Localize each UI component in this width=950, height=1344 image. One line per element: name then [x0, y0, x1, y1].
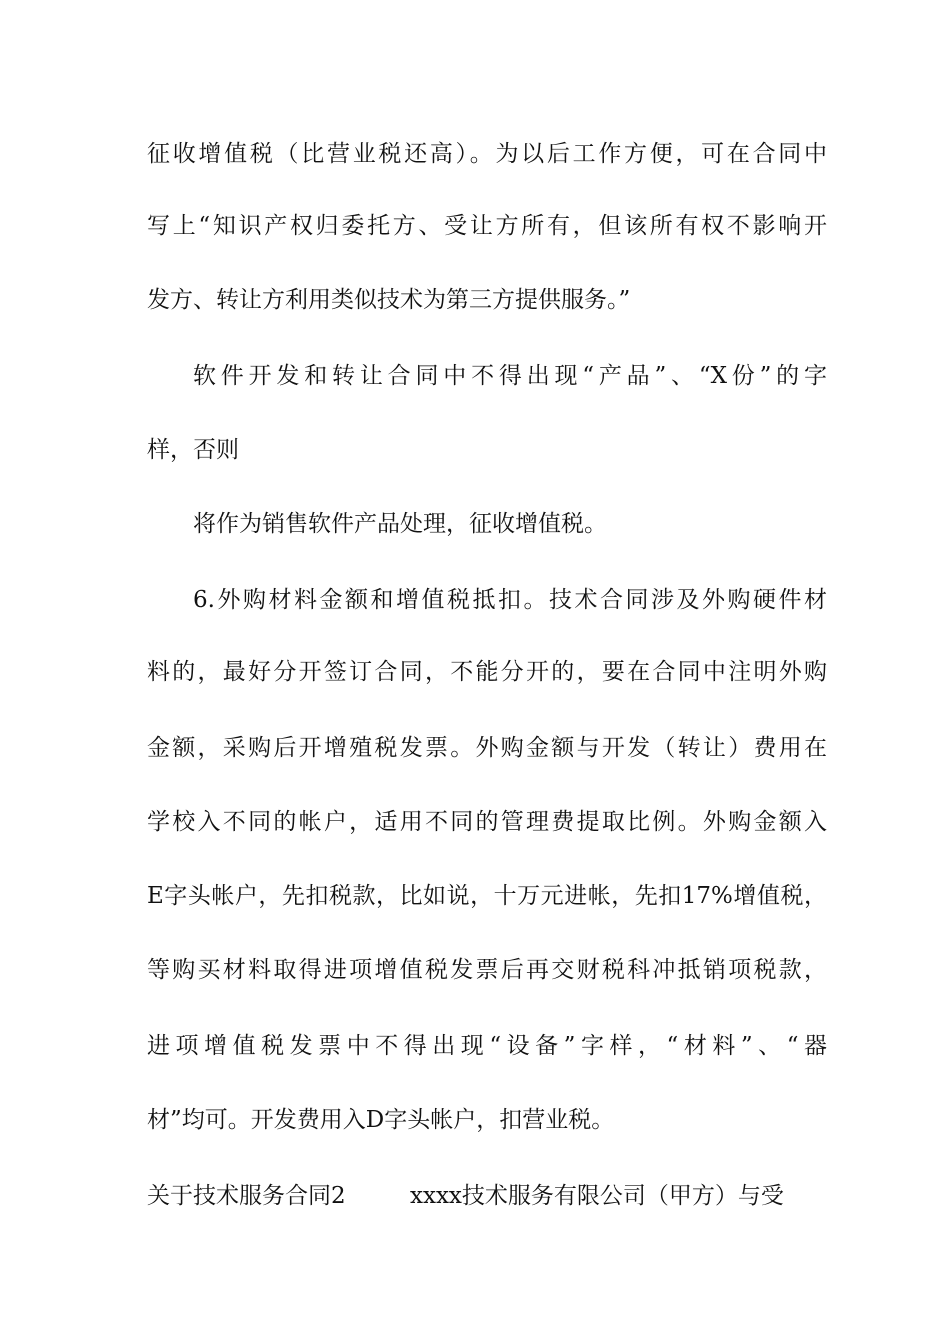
paragraph-line-7: 6.外购材料金额和增值税抵扣。技术合同涉及外购硬件材: [193, 587, 827, 613]
section-heading-line: [147, 1180, 827, 1212]
paragraph-line-12: 等购买材料取得进项增值税发票后再交财税科冲抵销项税款，: [147, 957, 827, 983]
section-heading-continuation: xxxx技术服务有限公司（甲方）与受: [410, 1183, 784, 1209]
paragraph-line-8: 料的，最好分开签订合同，不能分开的，要在合同中注明外购: [147, 659, 827, 685]
paragraph-line-6: 将作为销售软件产品处理，征收增值税。: [193, 511, 607, 537]
paragraph-line-3: 发方、转让方利用类似技术为第三方提供服务。”: [147, 287, 631, 313]
paragraph-line-10: 学校入不同的帐户，适用不同的管理费提取比例。外购金额入: [147, 809, 827, 835]
paragraph-line-2: 写上“知识产权归委托方、受让方所有，但该所有权不影响开: [147, 213, 827, 239]
paragraph-line-5: 样，否则: [147, 437, 239, 463]
section-heading-title: 关于技术服务合同2: [147, 1183, 346, 1209]
paragraph-line-1: 征收增值税（比营业税还高）。为以后工作方便，可在合同中: [147, 141, 827, 167]
paragraph-line-14: 材”均可。开发费用入D字头帐户，扣营业税。: [147, 1107, 615, 1133]
paragraph-line-13: 进项增值税发票中不得出现“设备”字样，“材料”、“器: [147, 1033, 827, 1059]
paragraph-line-4: 软件开发和转让合同中不得出现“产品”、“X份”的字: [193, 363, 827, 389]
paragraph-line-9: 金额，采购后开增殖税发票。外购金额与开发（转让）费用在: [147, 735, 827, 761]
paragraph-line-11: E字头帐户，先扣税款，比如说，十万元进帐，先扣17%增值税，: [147, 883, 827, 909]
